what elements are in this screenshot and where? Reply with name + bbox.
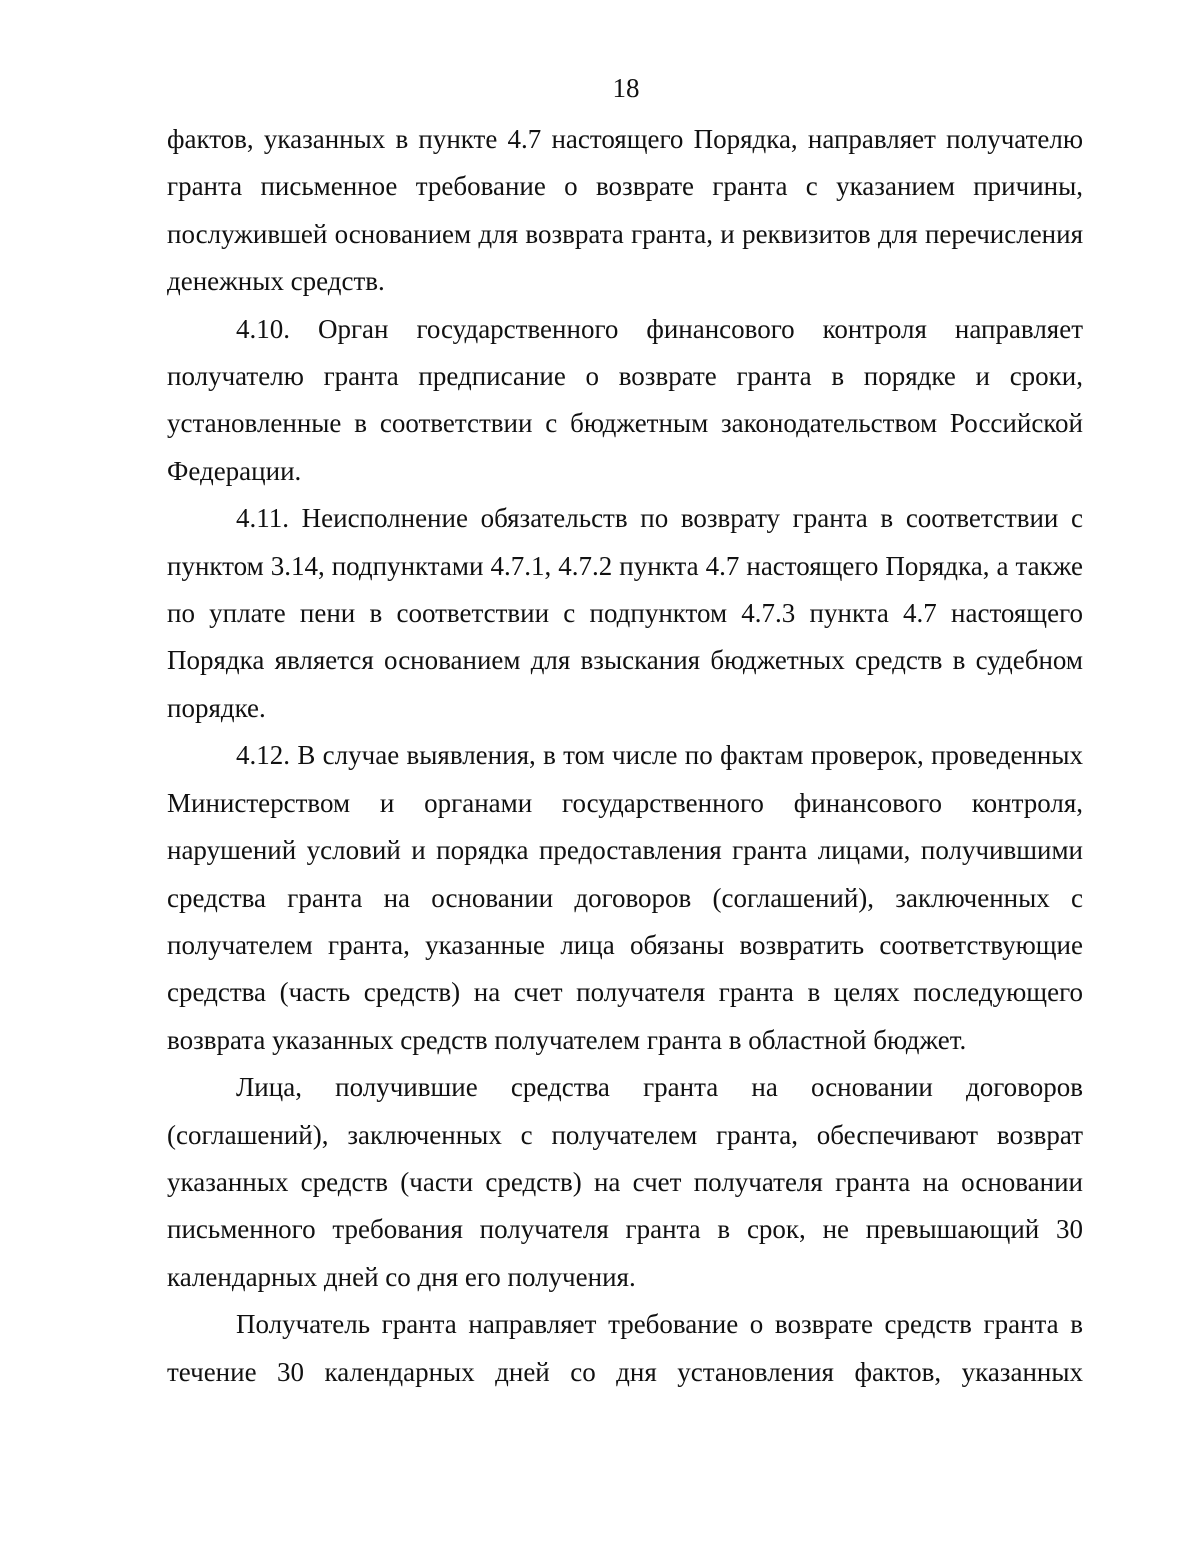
page-number: 18 bbox=[612, 73, 640, 103]
paragraph-4-12: 4.12. В случае выявления, в том числе по фактам проверок, проведенных Министерством и органами государственного финансового контроля, нарушений условий и порядка предоставления гранта лицами, получившими средства гранта на основании договоров (соглашений), заключенных с получателем гранта, указанные лица обязаны возвратить соответствующие средства (часть средств) на счет получателя гранта в целях последующего возврата указанных средств получателем гранта в областной бюджет. bbox=[167, 740, 1083, 1055]
document-body bbox=[167, 116, 1083, 1396]
paragraph-persons-return: Лица, получившие средства гранта на основании договоров (соглашений), заключенных с получателем гранта, обеспечивают возврат указанных средств (части средств) на счет получателя гранта на основании письменного требования получателя гранта в срок, не превышающий 30 календарных дней со дня его получения. bbox=[167, 1072, 1083, 1292]
paragraph-4-10: 4.10. Орган государственного финансового контроля направляет получателю гранта предписание о возврате гранта в порядке и сроки, установленные в соответствии с бюджетным законодательством Российской Федерации. bbox=[167, 313, 1083, 486]
paragraph-continuation: фактов, указанных в пункте 4.7 настоящего Порядка, направляет получателю гранта письменное требование о возврате гранта с указанием причины, послужившей основанием для возврата гранта, и реквизитов для перечисления денежных средств. bbox=[167, 124, 1083, 297]
paragraph-4-11: 4.11. Неисполнение обязательств по возврату гранта в соответствии с пунктом 3.14, подпунктами 4.7.1, 4.7.2 пункта 4.7 настоящего Порядка, а также по уплате пени в соответствии с подпунктом 4.7.3 пункта 4.7 настоящего Порядка является основанием для взыскания бюджетных средств в судебном порядке. bbox=[167, 503, 1083, 723]
paragraph-recipient-demand: Получатель гранта направляет требование о возврате средств гранта в течение 30 календарных дней со дня установления фактов, указанных bbox=[167, 1309, 1083, 1387]
